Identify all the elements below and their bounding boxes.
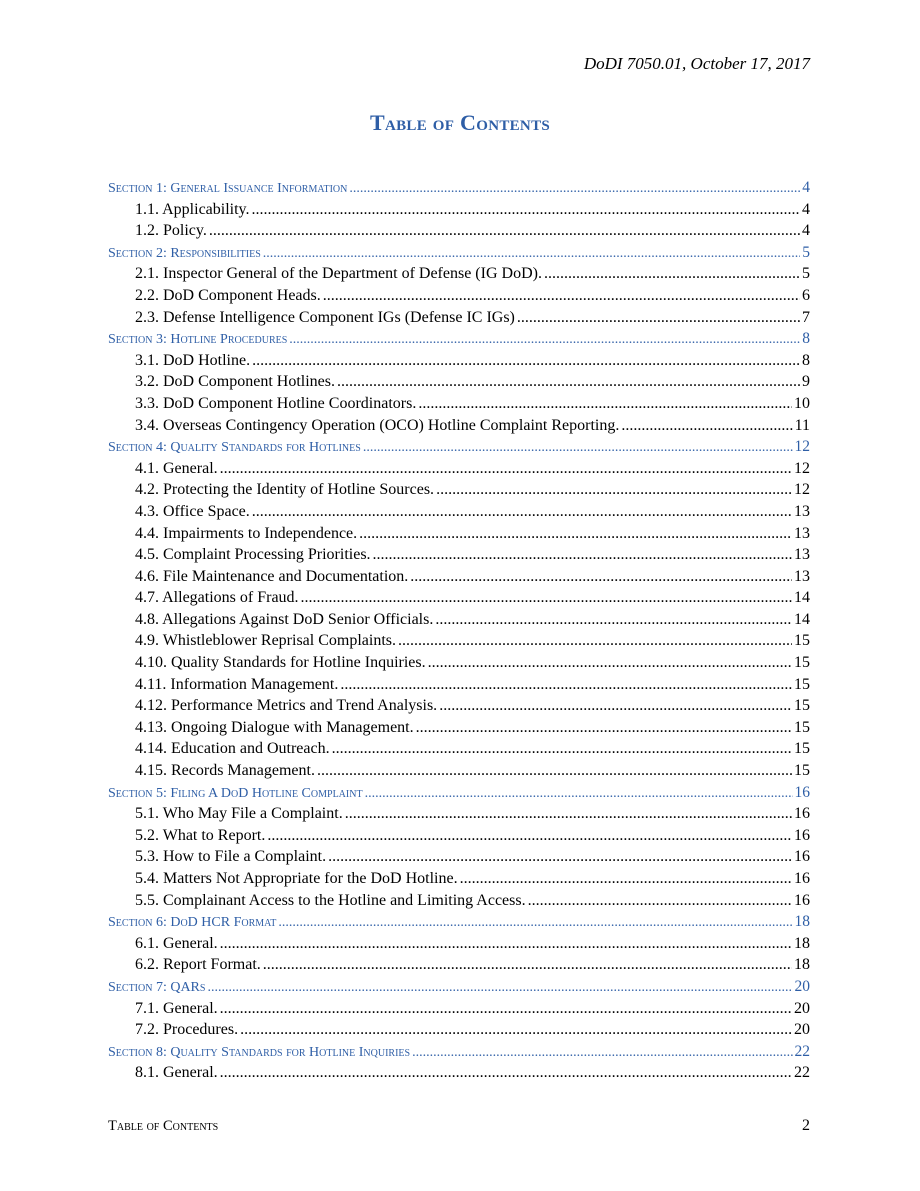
toc-entry-page: 13: [794, 546, 810, 564]
toc-section-link[interactable]: [108, 436, 810, 458]
toc-entry-page: 16: [794, 826, 810, 844]
toc-entry-page: 10: [794, 394, 810, 412]
toc-subsection-link[interactable]: [108, 371, 810, 393]
toc-entry-page: 15: [794, 740, 810, 758]
toc-entry-page: 6: [802, 286, 810, 304]
toc-subsection-link[interactable]: [108, 890, 810, 912]
toc-entry-label: Section 4: Quality Standards for Hotlines: [108, 440, 361, 456]
toc-entry-label: 4.6. File Maintenance and Documentation.: [135, 567, 409, 585]
toc-subsection-link[interactable]: [108, 458, 810, 480]
toc-entry-label: 3.3. DoD Component Hotline Coordinators.: [135, 394, 417, 412]
toc-subsection-link[interactable]: [108, 760, 810, 782]
dot-leader: [332, 738, 792, 760]
toc-entry-page: 7: [802, 308, 810, 326]
footer-page-number: 2: [802, 1117, 810, 1134]
toc-entry-label: 4.14. Education and Outreach.: [135, 740, 330, 758]
dot-leader: [460, 868, 792, 890]
dot-leader: [373, 544, 792, 566]
footer-section-label: Table of Contents: [108, 1118, 219, 1134]
toc-subsection-link[interactable]: [108, 1062, 810, 1084]
toc-entry-page: 12: [794, 438, 810, 456]
toc-subsection-link[interactable]: [108, 587, 810, 609]
toc-entry-label: 4.12. Performance Metrics and Trend Analysis.: [135, 697, 438, 715]
toc-entry-label: 4.9. Whistleblower Reprisal Complaints.: [135, 632, 397, 650]
dot-leader: [207, 977, 792, 999]
dot-leader: [349, 178, 800, 200]
toc-entry-page: 4: [802, 179, 810, 196]
dot-leader: [278, 912, 792, 934]
toc-subsection-link[interactable]: [108, 393, 810, 415]
toc-entry-label: 2.3. Defense Intelligence Component IGs (Defense IC IGs): [135, 308, 515, 326]
toc-entry-label: 3.1. DoD Hotline.: [135, 351, 251, 369]
dot-leader: [517, 307, 800, 329]
dot-leader: [416, 717, 792, 739]
toc-subsection-link[interactable]: [108, 1019, 810, 1041]
dot-leader: [365, 783, 793, 805]
dot-leader: [267, 825, 792, 847]
toc-entry-page: 18: [794, 956, 810, 974]
toc-entry-label: 1.1. Applicability.: [135, 200, 250, 218]
dot-leader: [412, 1042, 792, 1064]
toc-subsection-link[interactable]: [108, 263, 810, 285]
toc-subsection-link[interactable]: [108, 523, 810, 545]
toc-entry-page: 4: [802, 222, 810, 240]
toc-subsection-link[interactable]: [108, 609, 810, 631]
toc-entry-page: 13: [794, 567, 810, 585]
dot-leader: [209, 220, 800, 242]
dot-leader: [398, 630, 792, 652]
toc-entry-label: 4.8. Allegations Against DoD Senior Officials.: [135, 610, 434, 628]
toc-subsection-link[interactable]: [108, 738, 810, 760]
toc-entry-page: 14: [794, 610, 810, 628]
toc-entry-page: 15: [794, 697, 810, 715]
toc-entry-page: 15: [794, 632, 810, 650]
dot-leader: [240, 1019, 792, 1041]
toc-entry-label: 8.1. General.: [135, 1064, 218, 1082]
toc-subsection-link[interactable]: [108, 803, 810, 825]
dot-leader: [345, 803, 792, 825]
toc-entry-label: 4.2. Protecting the Identity of Hotline Sources.: [135, 481, 435, 499]
dot-leader: [528, 890, 792, 912]
toc-entry-label: 5.1. Who May File a Complaint.: [135, 805, 343, 823]
dot-leader: [323, 285, 800, 307]
toc-entry-page: 8: [802, 330, 810, 348]
toc-entry-label: 4.5. Complaint Processing Priorities.: [135, 546, 371, 564]
dot-leader: [337, 371, 800, 393]
toc-subsection-link[interactable]: [108, 544, 810, 566]
toc-subsection-link[interactable]: [108, 717, 810, 739]
dot-leader: [418, 393, 792, 415]
toc-entry-page: 20: [794, 999, 810, 1017]
toc-subsection-link[interactable]: [108, 630, 810, 652]
toc-entry-page: 20: [794, 977, 810, 995]
toc-entry-label: 1.2. Policy.: [135, 222, 207, 240]
toc-subsection-link[interactable]: [108, 220, 810, 242]
toc-entry-label: 4.1. General.: [135, 459, 218, 477]
dot-leader: [220, 933, 792, 955]
dot-leader: [340, 674, 792, 696]
toc-entry-page: 15: [794, 675, 810, 693]
dot-leader: [428, 652, 792, 674]
toc-entry-label: 4.3. Office Space.: [135, 502, 250, 520]
toc-entry-page: 12: [794, 459, 810, 477]
toc-subsection-link[interactable]: [108, 501, 810, 523]
dot-leader: [328, 846, 792, 868]
toc-entry-page: 13: [794, 524, 810, 542]
toc-subsection-link[interactable]: [108, 479, 810, 501]
toc-entry-label: 5.3. How to File a Complaint.: [135, 848, 327, 866]
dot-leader: [439, 695, 792, 717]
toc-entry-label: 5.4. Matters Not Appropriate for the DoD Hotline.: [135, 870, 458, 887]
toc-entry-label: Section 7: QARs: [108, 979, 206, 995]
toc-entry-page: 22: [794, 1064, 810, 1082]
dot-leader: [363, 437, 793, 459]
toc-entry-page: 20: [794, 1021, 810, 1039]
toc-entry-label: Section 5: Filing A DoD Hotline Complaint: [108, 785, 363, 801]
toc-entry-label: Section 3: Hotline Procedures: [108, 332, 288, 348]
toc-entry-page: 16: [794, 805, 810, 823]
toc-entry-label: 4.10. Quality Standards for Hotline Inquiries.: [135, 654, 426, 672]
toc-subsection-link[interactable]: [108, 695, 810, 717]
dot-leader: [263, 954, 792, 976]
toc-section-link[interactable]: [108, 976, 810, 998]
toc-entry-label: Section 1: General Issuance Information: [108, 181, 348, 196]
dot-leader: [435, 609, 792, 631]
toc-subsection-link[interactable]: [108, 652, 810, 674]
toc-entry-page: 15: [794, 762, 810, 780]
toc-subsection-link[interactable]: [108, 933, 810, 955]
toc-subsection-link[interactable]: [108, 998, 810, 1020]
dot-leader: [220, 458, 792, 480]
toc-entry-page: 15: [794, 718, 810, 736]
toc-entry-page: 15: [794, 654, 810, 672]
toc-entry-label: 4.4. Impairments to Independence.: [135, 524, 358, 542]
toc-subsection-link[interactable]: [108, 825, 810, 847]
toc-section-link[interactable]: [108, 782, 810, 804]
toc-entry-label: 3.4. Overseas Contingency Operation (OCO) Hotline Complaint Reporting.: [135, 416, 620, 434]
toc-subsection-link[interactable]: [108, 674, 810, 696]
toc-subsection-link[interactable]: [108, 285, 810, 307]
toc-entry-page: 16: [794, 783, 810, 801]
toc-entry-label: Section 8: Quality Standards for Hotline Inquiries: [108, 1044, 411, 1060]
toc-entry-page: 16: [794, 891, 810, 909]
toc-entry-label: 6.1. General.: [135, 934, 218, 952]
document-header: DoDI 7050.01, October 17, 2017: [583, 54, 810, 73]
toc-subsection-link[interactable]: [108, 868, 810, 890]
dot-leader: [436, 479, 792, 501]
dot-leader: [301, 587, 792, 609]
toc-entry-page: 14: [794, 589, 810, 607]
dot-leader: [220, 1062, 792, 1084]
dot-leader: [252, 199, 800, 221]
toc-subsection-link[interactable]: [108, 846, 810, 868]
toc-entry-label: 4.15. Records Management.: [135, 762, 315, 780]
toc-subsection-link[interactable]: [108, 199, 810, 221]
toc-entry-page: 4: [802, 200, 810, 218]
toc-subsection-link[interactable]: [108, 566, 810, 588]
dot-leader: [410, 566, 792, 588]
dot-leader: [263, 243, 800, 265]
toc-entry-label: 2.2. DoD Component Heads.: [135, 286, 321, 304]
toc-entry-page: 11: [794, 416, 810, 434]
dot-leader: [252, 501, 792, 523]
toc-entry-label: Section 2: Responsibilities: [108, 245, 261, 261]
toc-entry-label: Section 6: DoD HCR Format: [108, 915, 277, 931]
toc-entry-label: 7.2. Procedures.: [135, 1021, 239, 1039]
toc-section-link[interactable]: [108, 328, 810, 350]
toc-entry-label: 5.2. What to Report.: [135, 826, 266, 844]
toc-entry-page: 8: [802, 351, 810, 369]
toc-entry-page: 18: [794, 913, 810, 931]
dot-leader: [621, 415, 792, 437]
toc-entry-page: 9: [802, 373, 810, 391]
dot-leader: [359, 523, 792, 545]
toc-entry-page: 5: [802, 243, 810, 261]
toc-entry-label: 7.1. General.: [135, 999, 218, 1017]
dot-leader: [289, 329, 800, 351]
toc-section-link[interactable]: [108, 242, 810, 264]
dot-leader: [220, 998, 792, 1020]
toc-entry-page: 5: [802, 265, 810, 283]
toc-subsection-link[interactable]: [108, 415, 810, 437]
table-of-contents: [108, 177, 810, 1084]
toc-entry-page: 16: [794, 870, 810, 887]
toc-section-link[interactable]: [108, 911, 810, 933]
toc-entry-label: 4.13. Ongoing Dialogue with Management.: [135, 718, 414, 736]
toc-subsection-link[interactable]: [108, 350, 810, 372]
page-title: Table of Contents: [369, 110, 551, 135]
toc-section-link[interactable]: [108, 177, 810, 199]
toc-entry-label: 6.2. Report Format.: [135, 956, 261, 974]
toc-entry-page: 22: [794, 1042, 810, 1060]
toc-entry-label: 4.7. Allegations of Fraud.: [135, 589, 299, 607]
toc-entry-label: 4.11. Information Management.: [135, 675, 339, 693]
dot-leader: [317, 760, 792, 782]
toc-entry-page: 16: [794, 848, 810, 866]
dot-leader: [252, 350, 800, 372]
toc-subsection-link[interactable]: [108, 307, 810, 329]
toc-entry-page: 13: [794, 502, 810, 520]
toc-section-link[interactable]: [108, 1041, 810, 1063]
toc-entry-label: 2.1. Inspector General of the Department of Defense (IG DoD).: [135, 265, 542, 283]
dot-leader: [544, 263, 800, 285]
toc-subsection-link[interactable]: [108, 954, 810, 976]
toc-entry-page: 12: [794, 481, 810, 499]
toc-entry-page: 18: [794, 934, 810, 952]
toc-entry-label: 3.2. DoD Component Hotlines.: [135, 373, 335, 391]
toc-entry-label: 5.5. Complainant Access to the Hotline and Limiting Access.: [135, 891, 526, 909]
